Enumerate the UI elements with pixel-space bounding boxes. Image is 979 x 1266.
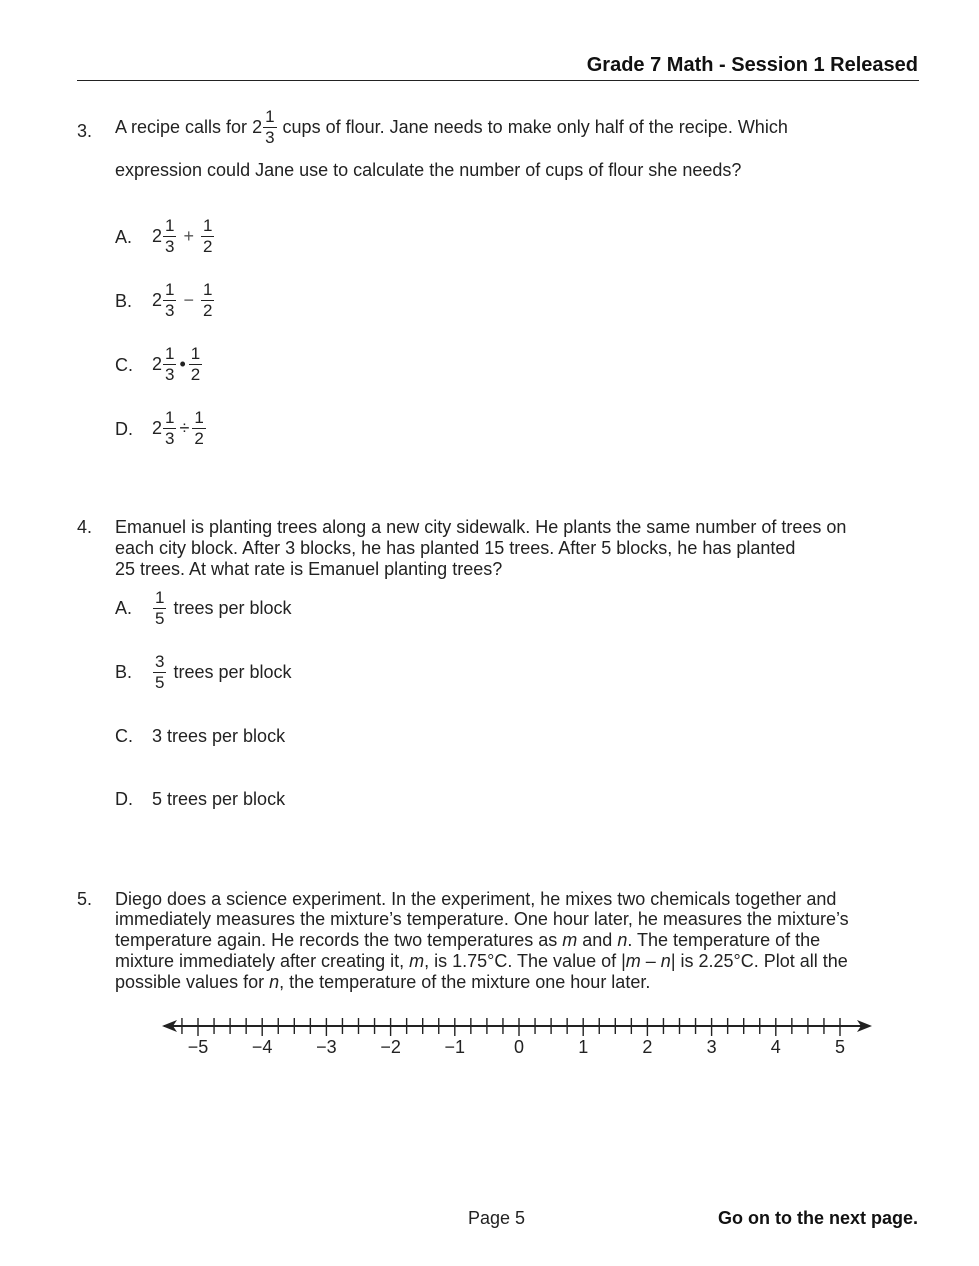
q3-option-a-label: A. <box>115 227 133 247</box>
q4-option-a-text: trees per block <box>173 597 292 618</box>
q5-line4-a: mixture immediately after creating it, <box>115 951 405 971</box>
number-line-label: 5 <box>834 1037 846 1057</box>
q3-option-d-den-1: 3 <box>165 428 175 448</box>
q3-text-after: cups of flour. Jane needs to make only half of the recipe. Which <box>282 117 788 137</box>
q3-option-c-den-1: 3 <box>165 364 175 384</box>
q5-line4 <box>115 951 848 972</box>
q3-option-a-num-1: 1 <box>165 215 175 235</box>
q4-option-b-num: 3 <box>155 651 165 671</box>
header-divider <box>77 80 919 81</box>
q3-line2: expression could Jane use to calculate the number of cups of flour she needs? <box>115 160 742 180</box>
q4-option-a <box>152 587 292 629</box>
number-line-label: −1 <box>444 1037 466 1057</box>
q3-option-b-label: B. <box>115 291 133 311</box>
page-number: Page 5 <box>468 1208 526 1228</box>
q3-option-d-fraction-1 <box>163 409 176 448</box>
q4-option-a-fraction <box>153 589 166 628</box>
q3-option-a-operator: + <box>183 225 194 246</box>
q5-line1: Diego does a science experiment. In the experiment, he mixes two chemicals together and <box>115 889 837 909</box>
q3-option-d-operator: ÷ <box>179 417 190 438</box>
number-line-label: 2 <box>642 1037 653 1057</box>
q5-line5-var-n: n <box>269 972 280 992</box>
q3-option-b-den-2: 2 <box>203 300 213 320</box>
q4-option-b-fraction <box>153 653 166 692</box>
q3-option-c-den-2: 2 <box>190 364 201 384</box>
q3-option-c-num-1: 1 <box>165 343 175 363</box>
number-line-label: −4 <box>251 1037 273 1057</box>
q3-option-a-den-2: 2 <box>203 236 213 256</box>
q4-line2: each city block. After 3 blocks, he has planted 15 trees. After 5 blocks, he has planted <box>115 538 796 558</box>
q3-option-d-label: D. <box>115 419 133 439</box>
q3-option-a-den-1: 3 <box>165 236 175 256</box>
q4-number: 4. <box>77 517 93 537</box>
q3-option-b-den-1: 3 <box>165 300 175 320</box>
q3-mixed-number <box>252 108 277 147</box>
q5-line5-a: possible values for <box>115 972 265 992</box>
q5-line3-c: . The temperature of the <box>627 930 821 950</box>
q5-var-m: m <box>562 930 578 950</box>
q3-mixed-num: 1 <box>265 107 275 126</box>
q5-abs-var-m: m <box>625 951 641 971</box>
q4-option-a-num: 1 <box>155 587 165 607</box>
q5-var-n: n <box>617 930 628 950</box>
number-line-label: 1 <box>578 1037 589 1057</box>
q4-option-b-label: B. <box>115 662 133 682</box>
number-line-label: 4 <box>770 1037 781 1057</box>
q3-option-b <box>152 277 215 323</box>
q4-line3: 25 trees. At what rate is Emanuel planting trees? <box>115 559 503 579</box>
q4-option-b-text: trees per block <box>173 661 292 682</box>
q3-option-a-fraction-1 <box>163 217 176 256</box>
q3-option-c-operator: • <box>179 353 186 374</box>
q3-mixed-den: 3 <box>265 128 275 147</box>
q3-option-d-den-2: 2 <box>194 428 204 448</box>
q3-option-d-whole: 2 <box>152 417 163 438</box>
q3-option-b-num-1: 1 <box>165 279 175 299</box>
q4-option-c-label: C. <box>115 726 133 746</box>
q3-option-c-fraction-2 <box>189 345 202 384</box>
q3-option-c-num-2: 1 <box>190 343 201 363</box>
q3-option-b-operator: − <box>183 289 194 310</box>
number-line-label: −3 <box>316 1037 337 1057</box>
page-header-title: Grade 7 Math - Session 1 Released <box>586 54 918 76</box>
q5-line3-a: temperature again. He records the two temperatures as <box>115 930 558 950</box>
q3-option-d-num-2: 1 <box>194 407 204 427</box>
q4-option-a-label: A. <box>115 598 133 618</box>
q5-line5-b: , the temperature of the mixture one hour later. <box>279 972 651 992</box>
q5-line5 <box>115 972 650 993</box>
q4-option-d-label: D. <box>115 789 133 809</box>
q3-option-c-fraction-1 <box>163 345 176 384</box>
q3-option-b-whole: 2 <box>152 289 163 310</box>
q3-mixed-whole: 2 <box>252 117 263 137</box>
q5-line4-b: , is 1.75°C. The value of | <box>424 951 626 971</box>
q5-line2: immediately measures the mixture’s temperature. One hour later, he measures the mixture’s <box>115 909 849 929</box>
q3-option-a <box>152 213 215 259</box>
q3-option-b-fraction-2 <box>201 281 214 320</box>
q3-option-d-num-1: 1 <box>165 407 175 427</box>
number-line-label: −5 <box>187 1037 209 1057</box>
q3-option-a-whole: 2 <box>152 225 163 246</box>
q4-option-d-text: 5 trees per block <box>152 789 286 809</box>
go-on-next-page: Go on to the next page. <box>717 1208 918 1228</box>
q4-option-a-den: 5 <box>155 608 165 628</box>
q5-number: 5. <box>77 889 93 909</box>
q3-text-before: A recipe calls for <box>115 117 248 137</box>
number-line[interactable] <box>150 1005 885 1065</box>
q5-line3 <box>115 930 820 951</box>
q4-option-c-text: 3 trees per block <box>152 726 286 746</box>
q4-line1: Emanuel is planting trees along a new city sidewalk. He plants the same number of trees on <box>115 517 847 537</box>
q3-option-d <box>152 405 207 451</box>
q4-option-b-den: 5 <box>155 672 165 692</box>
q3-number: 3. <box>77 121 93 141</box>
q3-option-d-fraction-2 <box>192 409 205 448</box>
q3-option-a-num-2: 1 <box>203 215 213 235</box>
q3-option-c-label: C. <box>115 355 133 375</box>
q5-line4-d: | is 2.25°C. Plot all the <box>670 951 848 971</box>
q3-line1 <box>115 108 788 147</box>
q3-option-b-num-2: 1 <box>203 279 213 299</box>
q4-option-b <box>152 651 292 693</box>
q5-line4-c: – <box>640 951 661 971</box>
q3-option-b-fraction-1 <box>163 281 176 320</box>
number-line-label: 0 <box>513 1037 525 1057</box>
q5-line4-var-m: m <box>409 951 425 971</box>
q3-option-a-fraction-2 <box>201 217 214 256</box>
q3-mixed-fraction <box>263 108 276 147</box>
q3-option-c <box>152 341 203 387</box>
q3-option-c-whole: 2 <box>152 353 163 374</box>
number-line-label: 3 <box>706 1037 717 1057</box>
q5-line3-b: and <box>582 930 613 950</box>
number-line-label: −2 <box>380 1037 401 1057</box>
q5-abs-var-n: n <box>660 951 671 971</box>
